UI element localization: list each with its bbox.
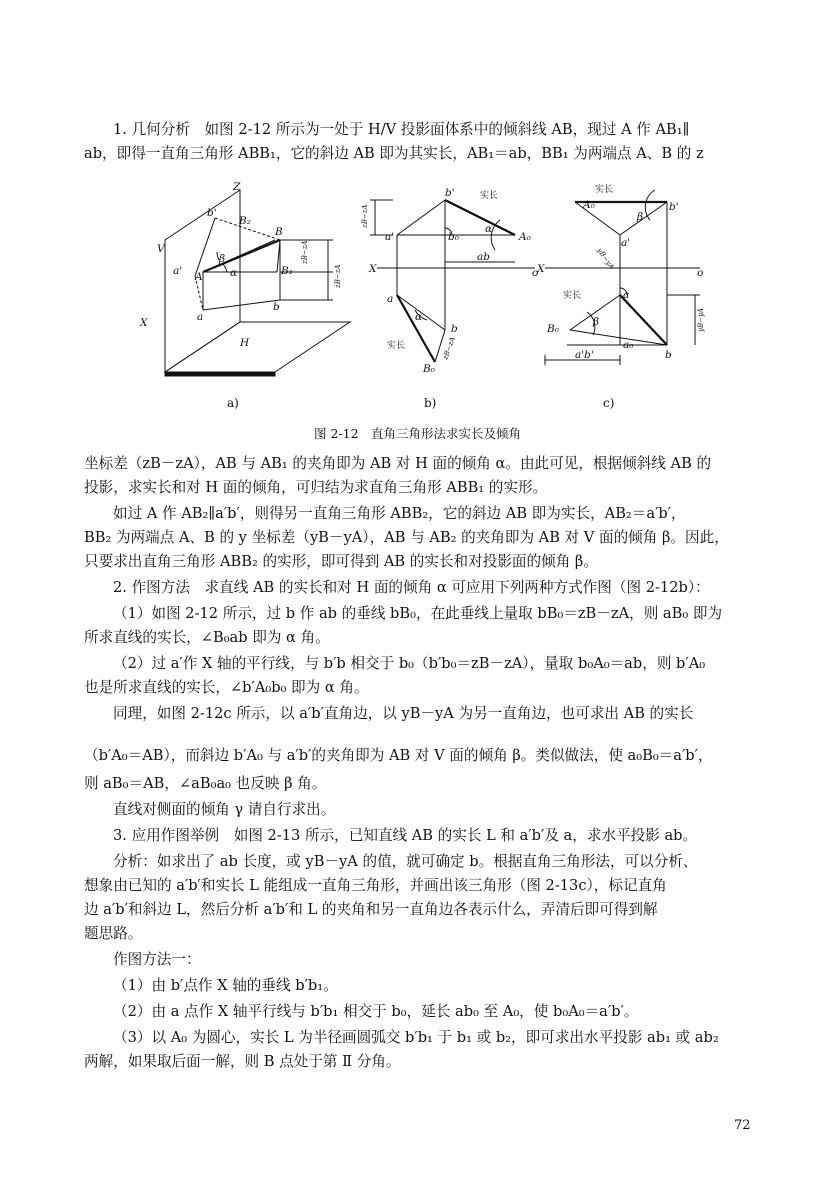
label-b: b' [445,187,455,199]
label-c: 实长 [563,291,582,301]
paragraph-line: 分析：如求出了 ab 长度，或 yB－yA 的值，就可确定 b。根据直角三角形法，可以分析、 [113,853,698,870]
label-a: α [230,267,238,279]
label-b: A₀ [519,231,531,243]
label-b: a' [385,231,395,243]
label-a: a' [173,265,183,277]
label-a: Z [233,181,241,193]
label-a: X [140,317,148,329]
paragraph-line: 坐标差（zB－zA），AB 与 AB₁ 的夹角即为 AB 对 H 面的倾角 α。由此可见，根据倾斜线 AB 的 [84,455,712,472]
subfigure-label-c: c) [603,396,615,410]
label-c: A₀ [583,199,595,211]
label-c: o [697,267,704,279]
label-c: B₀ [547,323,559,335]
paragraph-line: 投影，求实长和对 H 面的倾角，可归结为求直角三角形 ABB₁ 的实形。 [84,479,548,496]
paragraph-line: 题思路。 [84,925,143,942]
paragraph-line: （2）由 a 点作 X 轴平行线与 b′b₁ 相交于 b₀，延长 ab₀ 至 A₀，使 b₀A₀＝a′b′。 [113,1003,639,1020]
label-a: A [195,271,203,283]
subfigure-label-a: a) [227,396,239,410]
paragraph-line: 边 a′b′和斜边 L，然后分析 a′b′和 L 的夹角和另一直角边各表示什么，弄清后即可得到解 [84,901,658,918]
label-b: b [451,323,458,335]
page-number: 72 [734,1118,751,1133]
label-b: α [485,223,493,235]
paragraph-line: 同理，如图 2-12c 所示，以 a′b′直角边，以 yB－yA 为另一直角边，也可求出 AB 的实长 [113,705,694,722]
label-c: yB−yA [595,246,616,271]
label-c: β [637,211,644,223]
label-c: a [623,289,630,301]
paragraph-line: 3. 应用作图举例 如图 2-13 所示，已知直线 AB 的实长 L 和 a′b′及 a，求水平投影 ab。 [113,827,698,844]
subfigure-label-b: b) [424,396,437,410]
paragraph-line: 也是所求直线的实长，∠b′A₀b₀ 即为 α 角。 [84,679,369,696]
paragraph-line: ab，即得一直角三角形 ABB₁，它的斜边 AB 即为其实长，AB₁＝ab，BB₁ 为两端点 A、B 的 z [84,145,704,162]
label-a: B₂ [239,215,251,227]
label-c: b' [669,201,679,213]
label-a: B [275,226,283,238]
label-b: o [532,267,539,279]
label-a: b [273,301,280,313]
paragraph-line: 如过 A 作 AB₂∥a′b′，则得另一直角三角形 ABB₂，它的斜边 AB 即为实长，AB₂＝a′b′， [113,505,686,522]
label-c: a₀ [623,339,634,351]
label-b: b₀ [448,231,459,243]
paragraph-line: 想象由已知的 a′b′和实长 L 能组成一直角三角形，并画出该三角形（图 2-13c），标记直角 [84,877,667,894]
label-a: B₁ [281,265,293,277]
label-c: b [665,349,672,361]
label-c: a'b' [575,349,594,361]
paragraph-line: 作图方法一： [113,951,201,968]
figure-2-12 [135,180,705,416]
label-a: zB−zA [301,240,309,264]
paragraph-line: 2. 作图方法 求直线 AB 的实长和对 H 面的倾角 α 可应用下列两种方式作图（图 2-12b）： [113,579,710,596]
paragraph-line: （3）以 A₀ 为圆心，实长 L 为半径画圆弧交 b′b₁ 于 b₁ 或 b₂，即可求出水平投影 ab₁ 或 ab₂ [113,1029,719,1046]
label-c: yB−yA [697,308,705,332]
label-c: X [537,263,545,275]
paragraph-line: （2）过 a′作 X 轴的平行线，与 b′b 相交于 b₀（b′b₀＝zB－zA），量取 b₀A₀＝ab，则 b′A₀ [113,655,706,672]
label-a: zB−zA [334,264,342,288]
label-b: zB−zA [361,204,369,228]
paragraph-line: 直线对侧面的倾角 γ 请自行求出。 [113,801,336,818]
label-b: zB−zA [441,335,457,361]
label-a: a [197,311,204,323]
figure-caption: 图 2-12 直角三角形法求实长及倾角 [313,426,522,441]
label-c: 实长 [595,185,614,195]
paragraph-line: 所求直线的实长，∠B₀ab 即为 α 角。 [84,629,330,646]
label-a: b' [207,207,217,219]
paragraph-line: （1）由 b′点作 X 轴的垂线 b′b₁。 [113,977,338,994]
label-b: ab [477,251,490,263]
label-a: V [157,243,165,255]
paragraph-line: 只要求出直角三角形 ABB₂ 的实形，即可得到 AB 的实长和对投影面的倾角 β。 [84,553,598,570]
paragraph-line: BB₂ 为两端点 A、B 的 y 坐标差（yB－yA），AB 与 AB₂ 的夹角即为 AB 对 V 面的倾角 β。因此， [84,529,729,546]
label-b: X [369,263,377,275]
label-c: a' [621,237,631,249]
paragraph-line: （1）如图 2-12 所示，过 b 作 ab 的垂线 bB₀，在此垂线上量取 bB₀＝zB－zA，则 aB₀ 即为 [113,605,723,622]
label-b: a [387,293,394,305]
label-b: 实长 [387,341,406,351]
label-a: H [240,337,250,349]
paragraph-line: 1. 几何分析 如图 2-12 所示为一处于 H/V 投影面体系中的倾斜线 AB，现过 A 作 AB₁∥ [113,121,690,138]
label-b: 实长 [480,191,499,201]
paragraph-line: （b′A₀＝AB），而斜边 b′A₀ 与 a′b′的夹角即为 AB 对 V 面的倾角 β。类似做法，使 a₀B₀＝a′b′， [84,747,713,764]
figure-a-pictorial [165,190,350,376]
paragraph-line: 两解，如果取后面一解，则 B 点处于第 Ⅱ 分角。 [84,1053,401,1070]
label-c: β [593,316,600,328]
label-b: α [415,311,423,323]
paragraph-line: 则 aB₀＝AB，∠aB₀a₀ 也反映 β 角。 [84,775,327,792]
label-b: B₀ [423,363,435,375]
label-a: β [219,253,226,265]
